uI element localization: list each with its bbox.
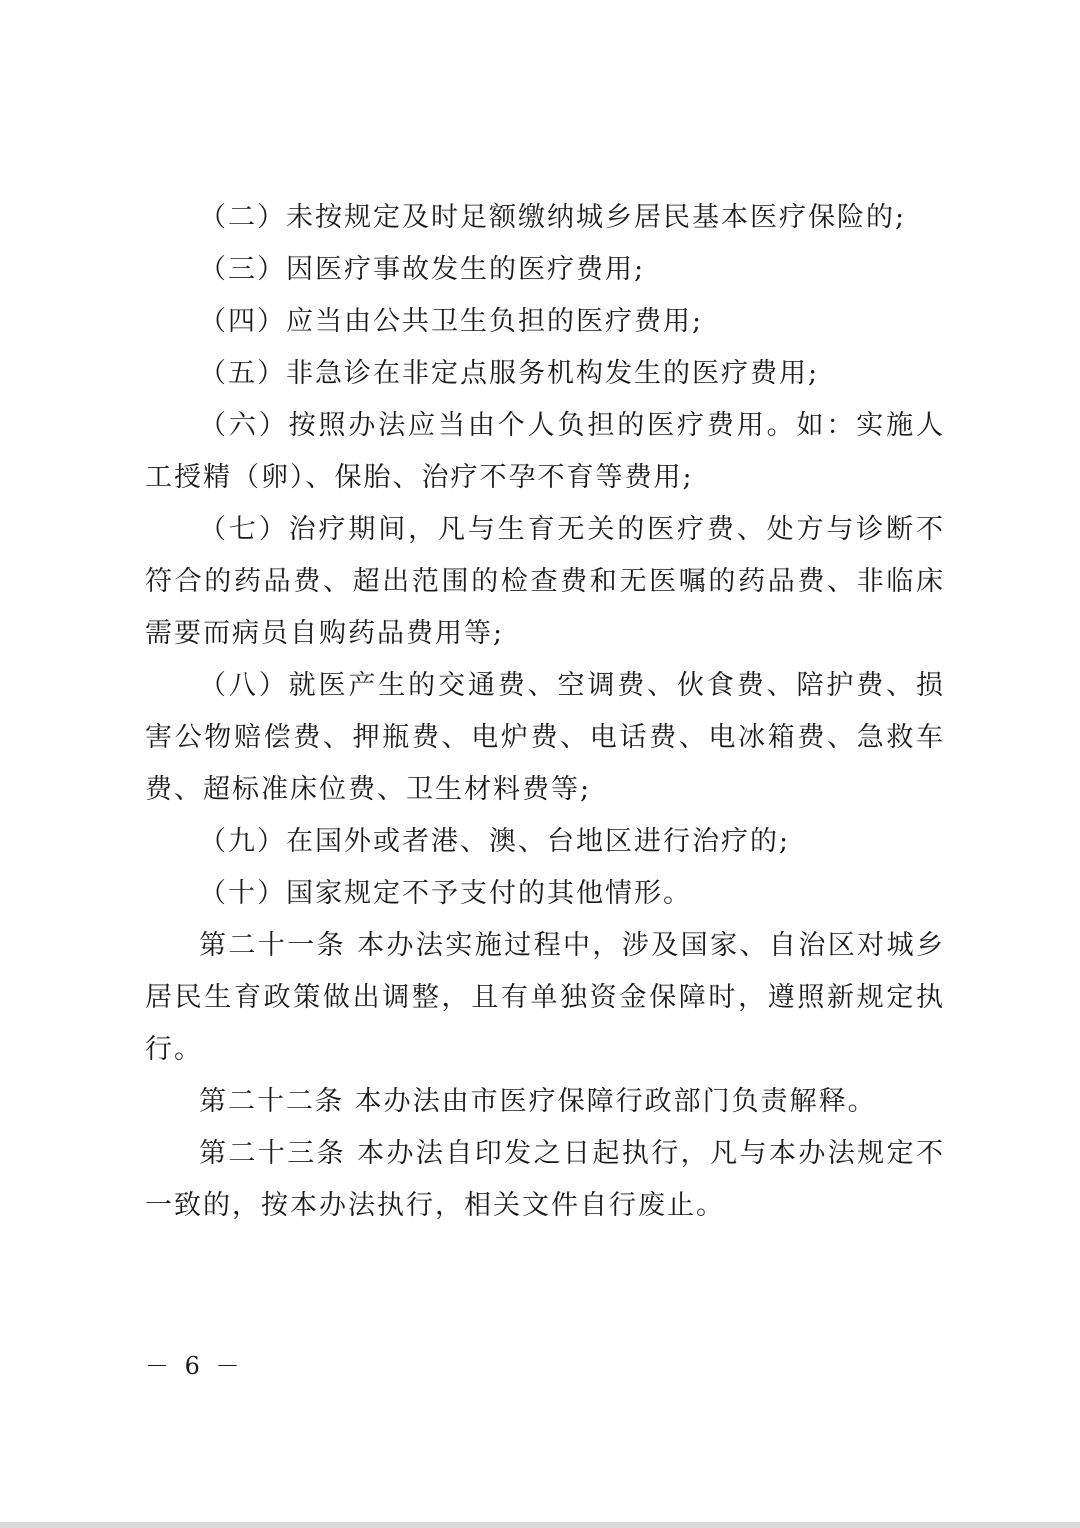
clause-item-2: （二）未按规定及时足额缴纳城乡居民基本医疗保险的; <box>199 202 907 233</box>
clause-item-9: （九）在国外或者港、澳、台地区进行治疗的; <box>199 826 791 857</box>
article-21: 第二十一条 本办法实施过程中，涉及国家、自治区对城乡居民生育政策做出调整，且有单独资金保障时，遵照新规定执行。 <box>145 930 945 1065</box>
document-body <box>145 192 945 1232</box>
clause-item-10: （十）国家规定不予支付的其他情形。 <box>199 878 692 909</box>
clause-item-8: （八）就医产生的交通费、空调费、伙食费、陪护费、损害公物赔偿费、押瓶费、电炉费、电话费、电冰箱费、急救车费、超标准床位费、卫生材料费等; <box>145 670 945 805</box>
page-bottom-edge <box>0 1522 1080 1528</box>
article-22: 第二十二条 本办法由市医疗保障行政部门负责解释。 <box>199 1086 877 1117</box>
page-number: － 6 － <box>145 1352 244 1380</box>
clause-item-3: （三）因医疗事故发生的医疗费用; <box>199 254 646 285</box>
article-23: 第二十三条 本办法自印发之日起执行，凡与本办法规定不一致的，按本办法执行，相关文件自行废止。 <box>145 1138 945 1221</box>
clause-item-7: （七）治疗期间，凡与生育无关的医疗费、处方与诊断不符合的药品费、超出范围的检查费和无医嘱的药品费、非临床需要而病员自购药品费用等; <box>145 514 945 649</box>
clause-item-5: （五）非急诊在非定点服务机构发生的医疗费用; <box>199 358 820 389</box>
clause-item-6: （六）按照办法应当由个人负担的医疗费用。如：实施人工授精（卵）、保胎、治疗不孕不育等费用; <box>145 410 945 493</box>
clause-item-4: （四）应当由公共卫生负担的医疗费用; <box>199 306 704 337</box>
